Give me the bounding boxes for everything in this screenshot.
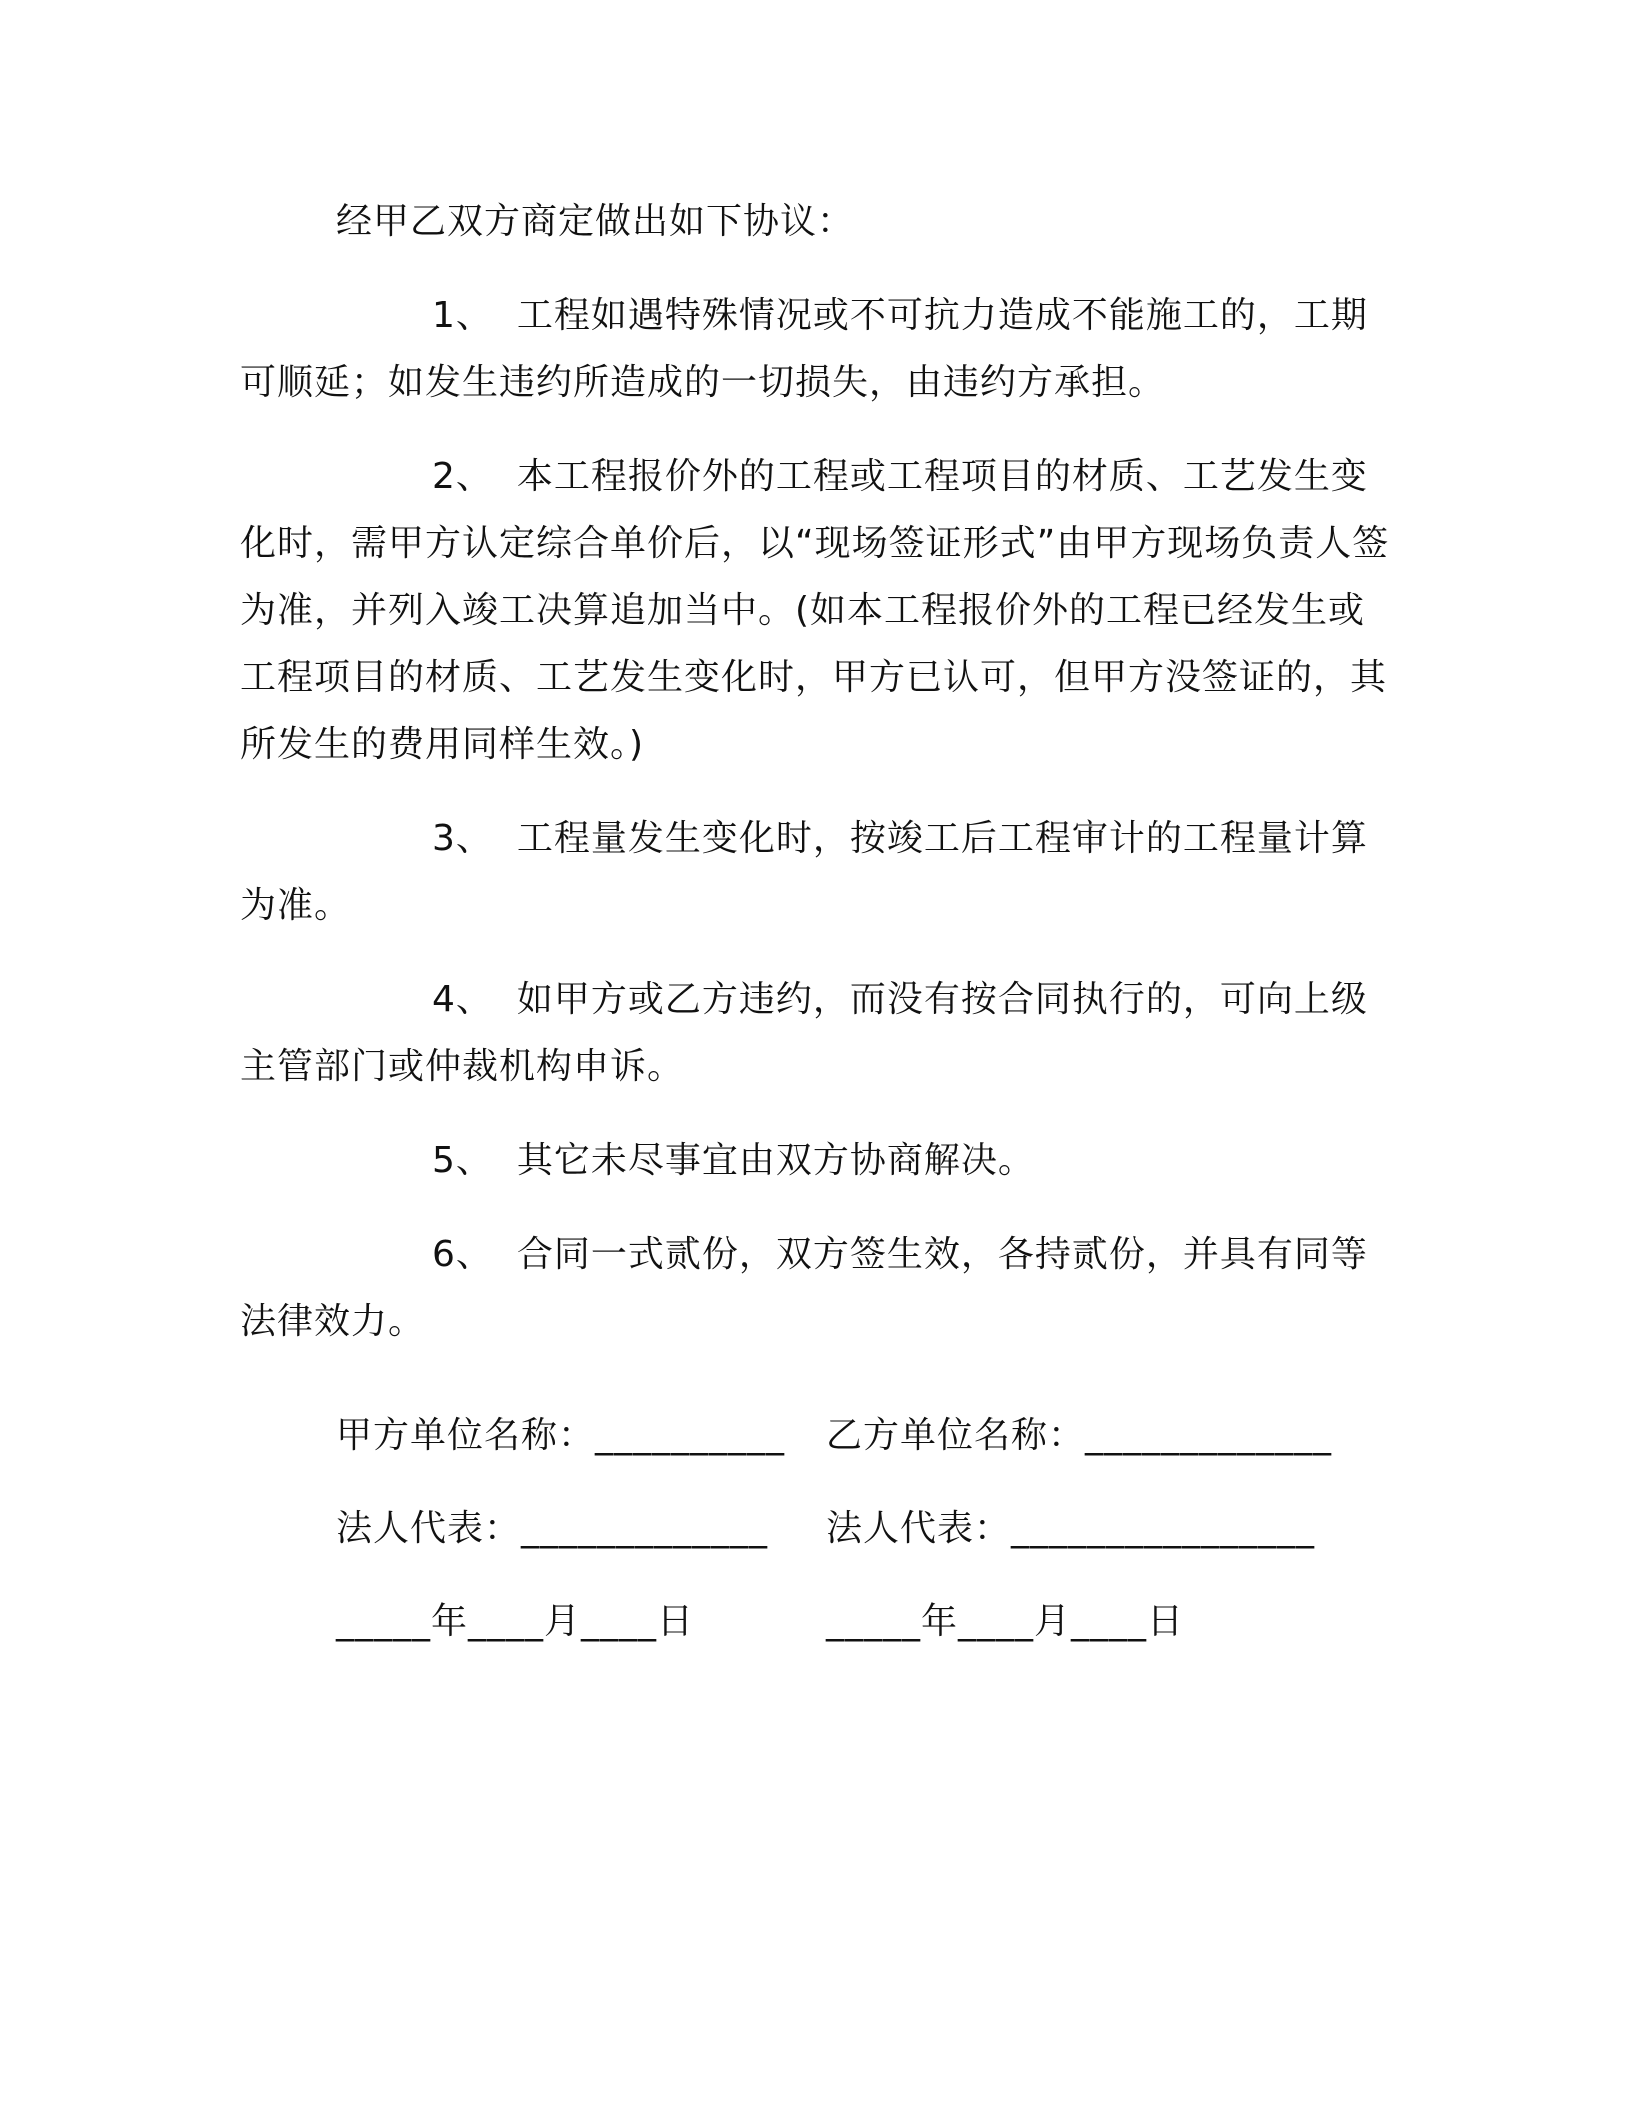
- clause-6: [240, 1221, 1390, 1355]
- clause-text: 工程量发生变化时，按竣工后工程审计的工程量计算为准。: [240, 818, 1368, 926]
- signature-row-rep: [336, 1499, 1436, 1559]
- clause-5: [240, 1127, 1390, 1194]
- clause-number: 1、: [432, 295, 493, 336]
- clause-2: [240, 443, 1390, 778]
- signature-row-date: [336, 1592, 1436, 1652]
- clause-number: 3、: [432, 818, 493, 859]
- agreement-body: [240, 188, 1390, 1382]
- party-b-rep-field: 法人代表：________________: [826, 1508, 1316, 1549]
- clause-1: [240, 282, 1390, 416]
- party-b-name-field: 乙方单位名称：_____________: [826, 1415, 1333, 1456]
- party-a-rep-field: 法人代表：_____________: [336, 1508, 769, 1549]
- clause-number: 2、: [432, 456, 493, 497]
- clause-text: 工程如遇特殊情况或不可抗力造成不能施工的，工期可顺延；如发生违约所造成的一切损失，由违约方承担。: [240, 295, 1368, 403]
- clause-4: [240, 966, 1390, 1100]
- clause-number: 4、: [432, 979, 493, 1020]
- clause-text: 如甲方或乙方违约，而没有按合同执行的，可向上级主管部门或仲裁机构申诉。: [240, 979, 1368, 1087]
- agreement-intro: 经甲乙双方商定做出如下协议：: [336, 201, 855, 242]
- party-a-date-field: _____年____月____日: [336, 1601, 695, 1642]
- party-b-date-field: _____年____月____日: [826, 1601, 1185, 1642]
- signature-row-name: [336, 1406, 1436, 1466]
- clause-3: [240, 805, 1390, 939]
- clause-text: 本工程报价外的工程或工程项目的材质、工艺发生变化时，需甲方认定综合单价后，以“现场签证形式”由甲方现场负责人签为准，并列入竣工决算追加当中。(如本工程报价外的工程已经发生或工程项目的材质、工艺发生变化时，甲方已认可，但甲方没签证的，其所发生的费用同样生效。): [240, 456, 1390, 765]
- signature-block: [336, 1406, 1436, 1685]
- clause-number: 5、: [432, 1140, 493, 1181]
- clause-text: 合同一式贰份，双方签生效，各持贰份，并具有同等法律效力。: [240, 1234, 1368, 1342]
- party-a-name-field: 甲方单位名称：__________: [336, 1415, 786, 1456]
- clause-text: 其它未尽事宜由双方协商解决。: [516, 1140, 1035, 1181]
- clause-number: 6、: [432, 1234, 493, 1275]
